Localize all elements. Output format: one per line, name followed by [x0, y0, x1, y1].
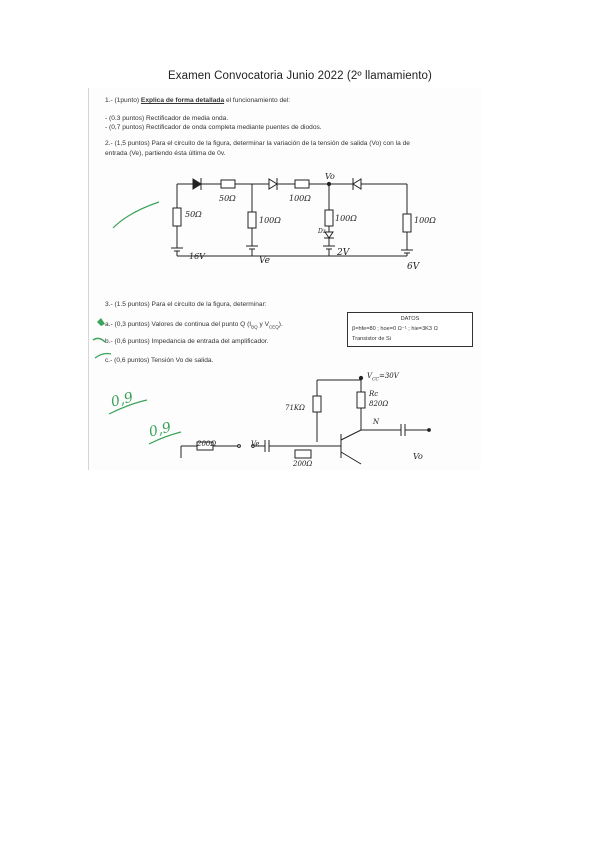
- rc-value-label: 820Ω: [369, 400, 389, 408]
- data-box-transistor: Transistor de Si: [352, 336, 391, 342]
- v1-label: 16V: [189, 252, 205, 261]
- q1-part-b: - (0,7 puntos) Rectificador de onda completa mediante puentes de diodos.: [105, 124, 322, 131]
- q1-statement: [105, 97, 290, 104]
- q1-bold: Explica de forma detallada: [140, 97, 225, 104]
- q2-line-2: entrada (Ve), partiendo ésta última de 0v.: [105, 150, 226, 157]
- scanned-exam-page: [88, 88, 481, 470]
- q3-part-b: b.- (0,6 puntos) Impedancia de entrada del amplificador.: [105, 338, 269, 345]
- v3-label: 6V: [407, 262, 420, 272]
- cap-note-label: N: [373, 418, 380, 426]
- v2-label: 2V: [337, 248, 350, 258]
- grade-mark-2: 0,9: [147, 419, 173, 441]
- q1-number: 1.- (1punto): [105, 97, 141, 104]
- rb-label: 71KΩ: [285, 404, 305, 412]
- r1-label: 200Ω: [197, 440, 217, 448]
- diode-circuit-diagram: [89, 168, 481, 288]
- vcc-label: $V_{CC}=30V$: [367, 372, 399, 383]
- q3-part-c: c.- (0,6 puntos) Tensión Vo de salida.: [105, 357, 214, 364]
- ve2-label: Ve: [251, 440, 260, 448]
- data-box-params: β=hfe=80 ; hoe=0 Ω⁻¹ ; hie=3K3 Ω: [352, 326, 438, 332]
- q1-part-a: - (0.3 puntos) Rectificador de media onda.: [105, 115, 229, 122]
- r2-label-amp: 200Ω: [293, 460, 313, 468]
- vo-label: Vo: [325, 172, 335, 181]
- dz-label: Dz: [318, 228, 326, 235]
- grade-mark-1: 0,9: [109, 389, 135, 411]
- r-top-label: 50Ω: [219, 194, 236, 203]
- green-marks-q3: [89, 314, 129, 374]
- q1-rest: el funcionamiento del:: [224, 97, 291, 104]
- vo2-label: Vo: [413, 452, 423, 461]
- ve-label: Ve: [259, 256, 270, 266]
- r-top2-label: 100Ω: [289, 194, 311, 203]
- r2-label: 100Ω: [259, 216, 281, 225]
- q3-part-a: a.- (0,3 puntos) Valores de continua del punto Q ($I_{BQ}$ y $V_{CEQ}$).: [105, 321, 283, 330]
- r4-label: 100Ω: [414, 216, 436, 225]
- data-box: [347, 312, 473, 347]
- q3-line-1: 3.- (1.5 puntos) Para el circuito de la figura, determinar:: [105, 301, 267, 308]
- r-left-label: 50Ω: [185, 210, 202, 219]
- rc-label: Rc: [369, 390, 379, 398]
- q2-line-1: 2.- (1,5 puntos) Para el circuito de la figura, determinar la variación de la tensión de salida (Vo) con la de: [105, 140, 410, 147]
- exam-title: Examen Convocatoria Junio 2022 (2º llamamiento): [168, 70, 432, 82]
- r3-label: 100Ω: [335, 214, 357, 223]
- data-box-title: DATOS: [400, 316, 420, 322]
